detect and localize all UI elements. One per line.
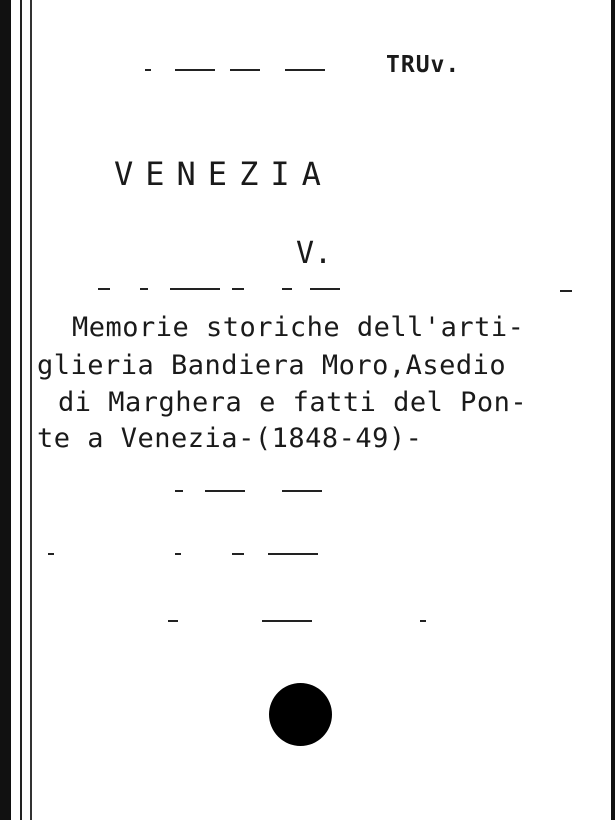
description-line-4: te a Venezia-(1848-49)- [37,423,423,454]
typed-dash [232,288,244,290]
typed-dash [98,288,110,290]
card-right-edge [611,0,615,820]
typed-dash [230,69,260,71]
typed-dash [175,490,183,492]
typed-dash [48,553,54,555]
card-left-edge [0,0,11,820]
card-margin-rule-inner [30,0,32,820]
typed-dash [560,290,572,292]
header-code: TRUv. [386,52,461,78]
typed-dash [420,620,426,622]
volume-label: V. [296,236,333,271]
card-title: VENEZIA [114,155,333,193]
description-line-2: glieria Bandiera Moro,Asedio [37,350,507,381]
typed-dash [285,69,325,71]
description-line-3: di Marghera e fatti del Pon- [58,387,528,418]
typed-dash [145,69,151,71]
punch-hole [269,683,332,746]
typed-dash [310,288,340,290]
typed-dash [175,553,181,555]
typed-dash [282,288,292,290]
typed-dash [205,490,245,492]
typed-dash [175,69,215,71]
typed-dash [282,490,322,492]
typed-dash [168,620,178,622]
card-margin-rule [20,0,22,820]
typed-dash [232,553,244,555]
typed-dash [262,620,312,622]
typed-dash [268,553,318,555]
typed-dash [170,288,220,290]
typed-dash [140,288,148,290]
description-line-1: Memorie storiche dell'arti- [72,312,525,343]
